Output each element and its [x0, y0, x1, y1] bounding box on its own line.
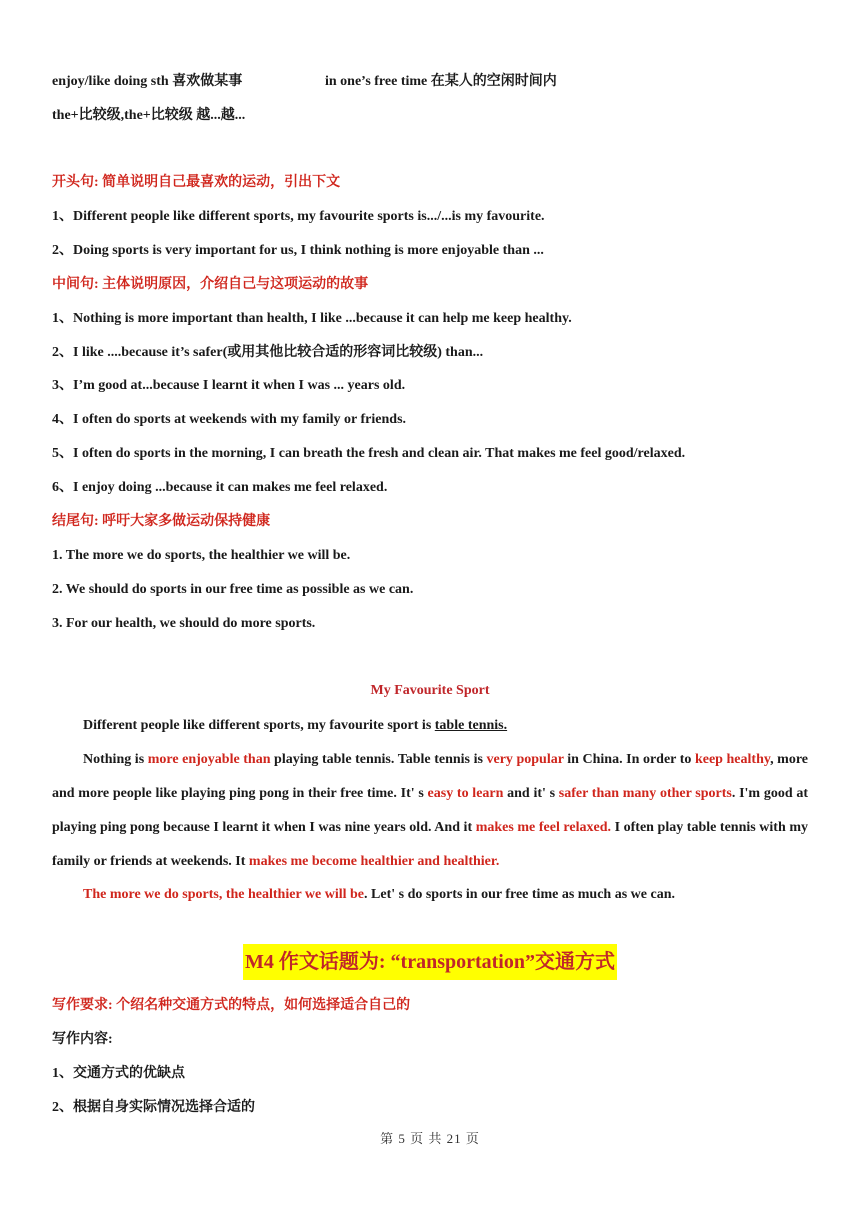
middle-item-2: 2、I like ....because it’s safer(或用其他比较合适的形容词比较级) than...: [52, 345, 484, 360]
essay-paragraph-2: [52, 743, 808, 879]
m4-item-2: 2、根据自身实际情况选择合适的: [52, 1100, 255, 1115]
essay-p2-highlight: more enjoyable than: [147, 752, 271, 767]
ending-item-1: 1. The more we do sports, the healthier we will be.: [52, 548, 351, 563]
essay-p1-underlined: table tennis.: [434, 718, 508, 733]
essay-p2-highlight: makes me become healthier and healthier.: [248, 854, 500, 869]
essay-paragraph-3: [52, 878, 808, 912]
essay-p2-highlight: easy to learn: [427, 786, 504, 801]
middle-item-5: 5、I often do sports in the morning, I can breath the fresh and clean air. That makes me feel good/relaxed.: [52, 446, 686, 461]
essay-p2-highlight: keep healthy: [694, 752, 771, 767]
essay-p2-seg: . I'm good at playing ping pong because I learnt it when I was nine years old. And it: [52, 786, 808, 835]
m4-content-label: 写作内容:: [52, 1032, 113, 1047]
page-number-footer: 第 5 页 共 21 页: [380, 1131, 480, 1146]
essay-p3-highlight: The more we do sports, the healthier we will be: [83, 887, 365, 902]
essay-title: My Favourite Sport: [370, 683, 490, 698]
ending-item-3: 3. For our health, we should do more sports.: [52, 616, 316, 631]
essay-p2-seg: in China. In order to: [563, 752, 695, 767]
essay-p1-text: Different people like different sports, my favourite sport is: [83, 718, 435, 733]
essay-p3-text: . Let' s do sports in our free time as much as we can.: [364, 887, 675, 902]
middle-heading: 中间句: 主体说明原因，介绍自己与这项运动的故事: [52, 277, 369, 292]
keyword-row-1: [52, 72, 557, 92]
m4-item-1: 1、交通方式的优缺点: [52, 1066, 185, 1081]
middle-item-6: 6、I enjoy doing ...because it can makes me feel relaxed.: [52, 480, 388, 495]
essay-p2-seg: , more and more people like playing ping pong in their free time. It' s: [52, 752, 809, 801]
essay-paragraph-1: [52, 709, 808, 743]
m4-topic-title: M4 作文话题为: “transportation”交通方式: [243, 944, 617, 980]
middle-item-3: 3、I’m good at...because I learnt it when I was ... years old.: [52, 378, 406, 393]
essay-p2-seg: playing table tennis. Table tennis is: [270, 752, 487, 767]
essay-p2-seg: Nothing is: [83, 752, 148, 767]
essay-p2-highlight: makes me feel relaxed.: [475, 820, 611, 835]
essay-p2-highlight: safer than many other sports: [558, 786, 732, 801]
m4-topic-banner: [0, 944, 860, 980]
middle-item-1: 1、Nothing is more important than health, I like ...because it can help me keep healthy.: [52, 311, 572, 326]
essay-p2-seg: I often play table tennis with my family or friends at weekends. It: [52, 820, 809, 869]
essay-p2-seg: and it' s: [503, 786, 559, 801]
keyword-comparative: the+比较级,the+比较级 越...越...: [52, 108, 246, 123]
opening-item-1: 1、Different people like different sports, my favourite sports is.../...is my favourite.: [52, 209, 545, 224]
opening-heading: 开头句: 简单说明自己最喜欢的运动，引出下文: [52, 175, 341, 190]
opening-item-2: 2、Doing sports is very important for us, I think nothing is more enjoyable than ...: [52, 243, 544, 258]
ending-item-2: 2. We should do sports in our free time as possible as we can.: [52, 582, 414, 597]
keyword-enjoy-doing: enjoy/like doing sth 喜欢做某事: [52, 74, 243, 89]
keyword-free-time: in one’s free time 在某人的空闲时间内: [325, 74, 557, 89]
ending-heading: 结尾句: 呼吁大家多做运动保持健康: [52, 514, 271, 529]
middle-item-4: 4、I often do sports at weekends with my family or friends.: [52, 412, 407, 427]
m4-requirement: 写作要求: 个绍名种交通方式的特点，如何选择适合自己的: [52, 998, 411, 1013]
essay-p2-highlight: very popular: [486, 752, 564, 767]
